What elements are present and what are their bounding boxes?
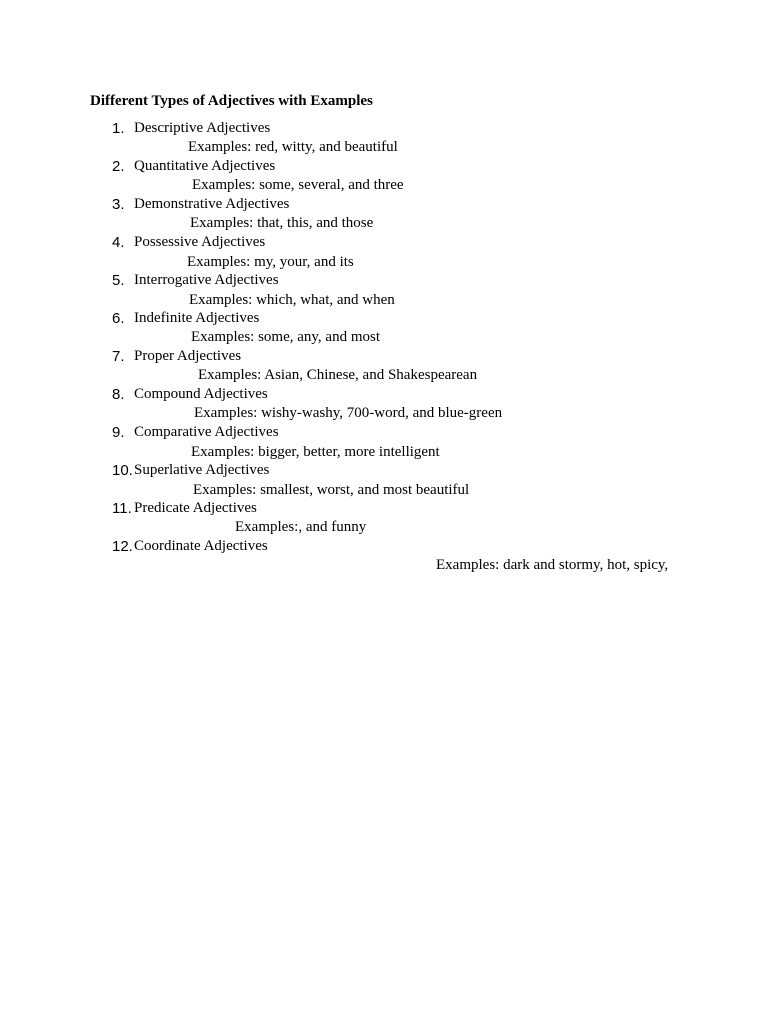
list-item-examples: Examples: smallest, worst, and most beautiful: [193, 482, 470, 498]
list-item-number: 2.: [112, 158, 125, 175]
list-item-label: Superlative Adjectives: [134, 462, 270, 478]
list-item-number: 6.: [112, 310, 125, 327]
list-item-number: 10.: [112, 462, 133, 479]
list-item-examples: Examples: bigger, better, more intelligent: [191, 444, 440, 460]
list-item-examples: Examples: my, your, and its: [187, 254, 354, 270]
list-item-number: 11.: [112, 500, 132, 517]
list-item-number: 8.: [112, 386, 125, 403]
list-item-examples: Examples: some, several, and three: [192, 177, 404, 193]
list-item-label: Demonstrative Adjectives: [134, 196, 290, 212]
list-item-examples: Examples:, and funny: [235, 519, 367, 535]
list-item-label: Comparative Adjectives: [134, 424, 279, 440]
list-item-examples: Examples: which, what, and when: [189, 292, 395, 308]
list-item-number: 5.: [112, 272, 125, 289]
list-item-examples: Examples: Asian, Chinese, and Shakespearean: [198, 367, 478, 383]
list-item-number: 3.: [112, 196, 125, 213]
list-item-label: Possessive Adjectives: [134, 234, 266, 250]
list-item-label: Quantitative Adjectives: [134, 158, 276, 174]
list-item-examples: Examples: dark and stormy, hot, spicy,: [436, 557, 669, 573]
list-item-label: Compound Adjectives: [134, 386, 268, 402]
list-item-examples: Examples: wishy-washy, 700-word, and blue-green: [194, 405, 503, 421]
list-item-number: 9.: [112, 424, 125, 441]
list-item-label: Interrogative Adjectives: [134, 272, 279, 288]
list-item-label: Proper Adjectives: [134, 348, 242, 364]
list-item-label: Predicate Adjectives: [134, 500, 257, 516]
list-item-number: 1.: [112, 120, 125, 137]
list-item-number: 4.: [112, 234, 125, 251]
list-item-number: 7.: [112, 348, 125, 365]
list-item-label: Indefinite Adjectives: [134, 310, 260, 326]
list-item-label: Descriptive Adjectives: [134, 120, 271, 136]
document-title: Different Types of Adjectives with Examples: [90, 93, 373, 109]
list-item-number: 12.: [112, 538, 133, 555]
list-item-examples: Examples: some, any, and most: [191, 329, 380, 345]
list-item-label: Coordinate Adjectives: [134, 538, 268, 554]
list-item-examples: Examples: red, witty, and beautiful: [188, 139, 398, 155]
list-item-examples: Examples: that, this, and those: [190, 215, 374, 231]
